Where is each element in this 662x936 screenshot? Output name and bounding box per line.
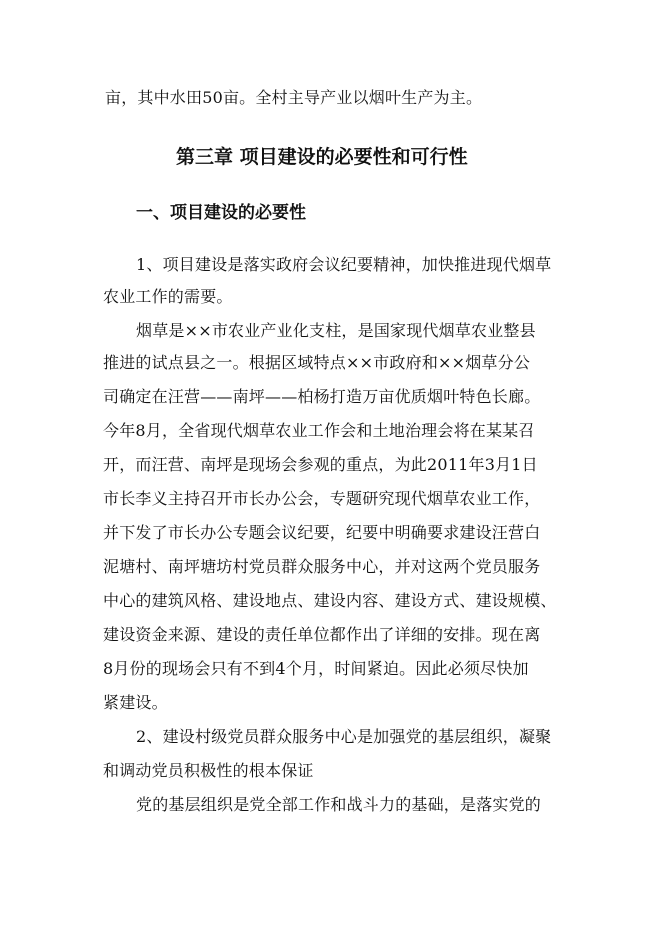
paragraph-4-line-1: 党的基层组织是党全部工作和战斗力的基础，是落实党的 xyxy=(136,795,542,814)
paragraph-2-line-4: 今年8月，全省现代烟草农业工作会和土地治理会将在某某召 xyxy=(103,421,535,440)
paragraph-3-line-2: 和调动党员积极性的根本保证 xyxy=(103,761,314,780)
paragraph-2-line-6: 市长李义主持召开市长办公会，专题研究现代烟草农业工作， xyxy=(103,489,541,508)
section-title: 一、项目建设的必要性 xyxy=(136,203,306,223)
intro-line: 亩，其中水田50亩。全村主导产业以烟叶生产为主。 xyxy=(105,88,483,107)
paragraph-2-line-7: 并下发了市长办公专题会议纪要，纪要中明确要求建设汪营白 xyxy=(103,523,541,542)
paragraph-2-line-11: 8月份的现场会只有不到4个月，时间紧迫。因此必须尽快加 xyxy=(103,659,529,678)
paragraph-2-line-2: 推进的试点县之一。根据区域特点××市政府和××烟草分公 xyxy=(103,353,531,372)
chapter-title: 第三章 项目建设的必要性和可行性 xyxy=(176,146,468,168)
paragraph-3-line-1: 2、建设村级党员群众服务中心是加强党的基层组织，凝聚 xyxy=(136,727,552,746)
paragraph-2-line-10: 建设资金来源、建设的责任单位都作出了详细的安排。现在离 xyxy=(103,625,541,644)
paragraph-1-line-2: 农业工作的需要。 xyxy=(103,287,233,306)
paragraph-2-line-12: 紧建设。 xyxy=(103,693,168,712)
paragraph-1-line-1: 1、项目建设是落实政府会议纪要精神，加快推进现代烟草 xyxy=(136,255,552,274)
paragraph-2-line-3: 司确定在汪营——南坪——柏杨打造万亩优质烟叶特色长廊。 xyxy=(103,387,541,406)
paragraph-2-line-9: 中心的建筑风格、建设地点、建设内容、建设方式、建设规模、 xyxy=(103,591,557,610)
paragraph-2-line-8: 泥塘村、南坪塘坊村党员群众服务中心，并对这两个党员服务 xyxy=(103,557,541,576)
paragraph-2-line-5: 开，而汪营、南坪是现场会参观的重点，为此2011年3月1日 xyxy=(103,455,538,474)
paragraph-2-line-1: 烟草是××市农业产业化支柱，是国家现代烟草农业整县 xyxy=(136,321,536,340)
